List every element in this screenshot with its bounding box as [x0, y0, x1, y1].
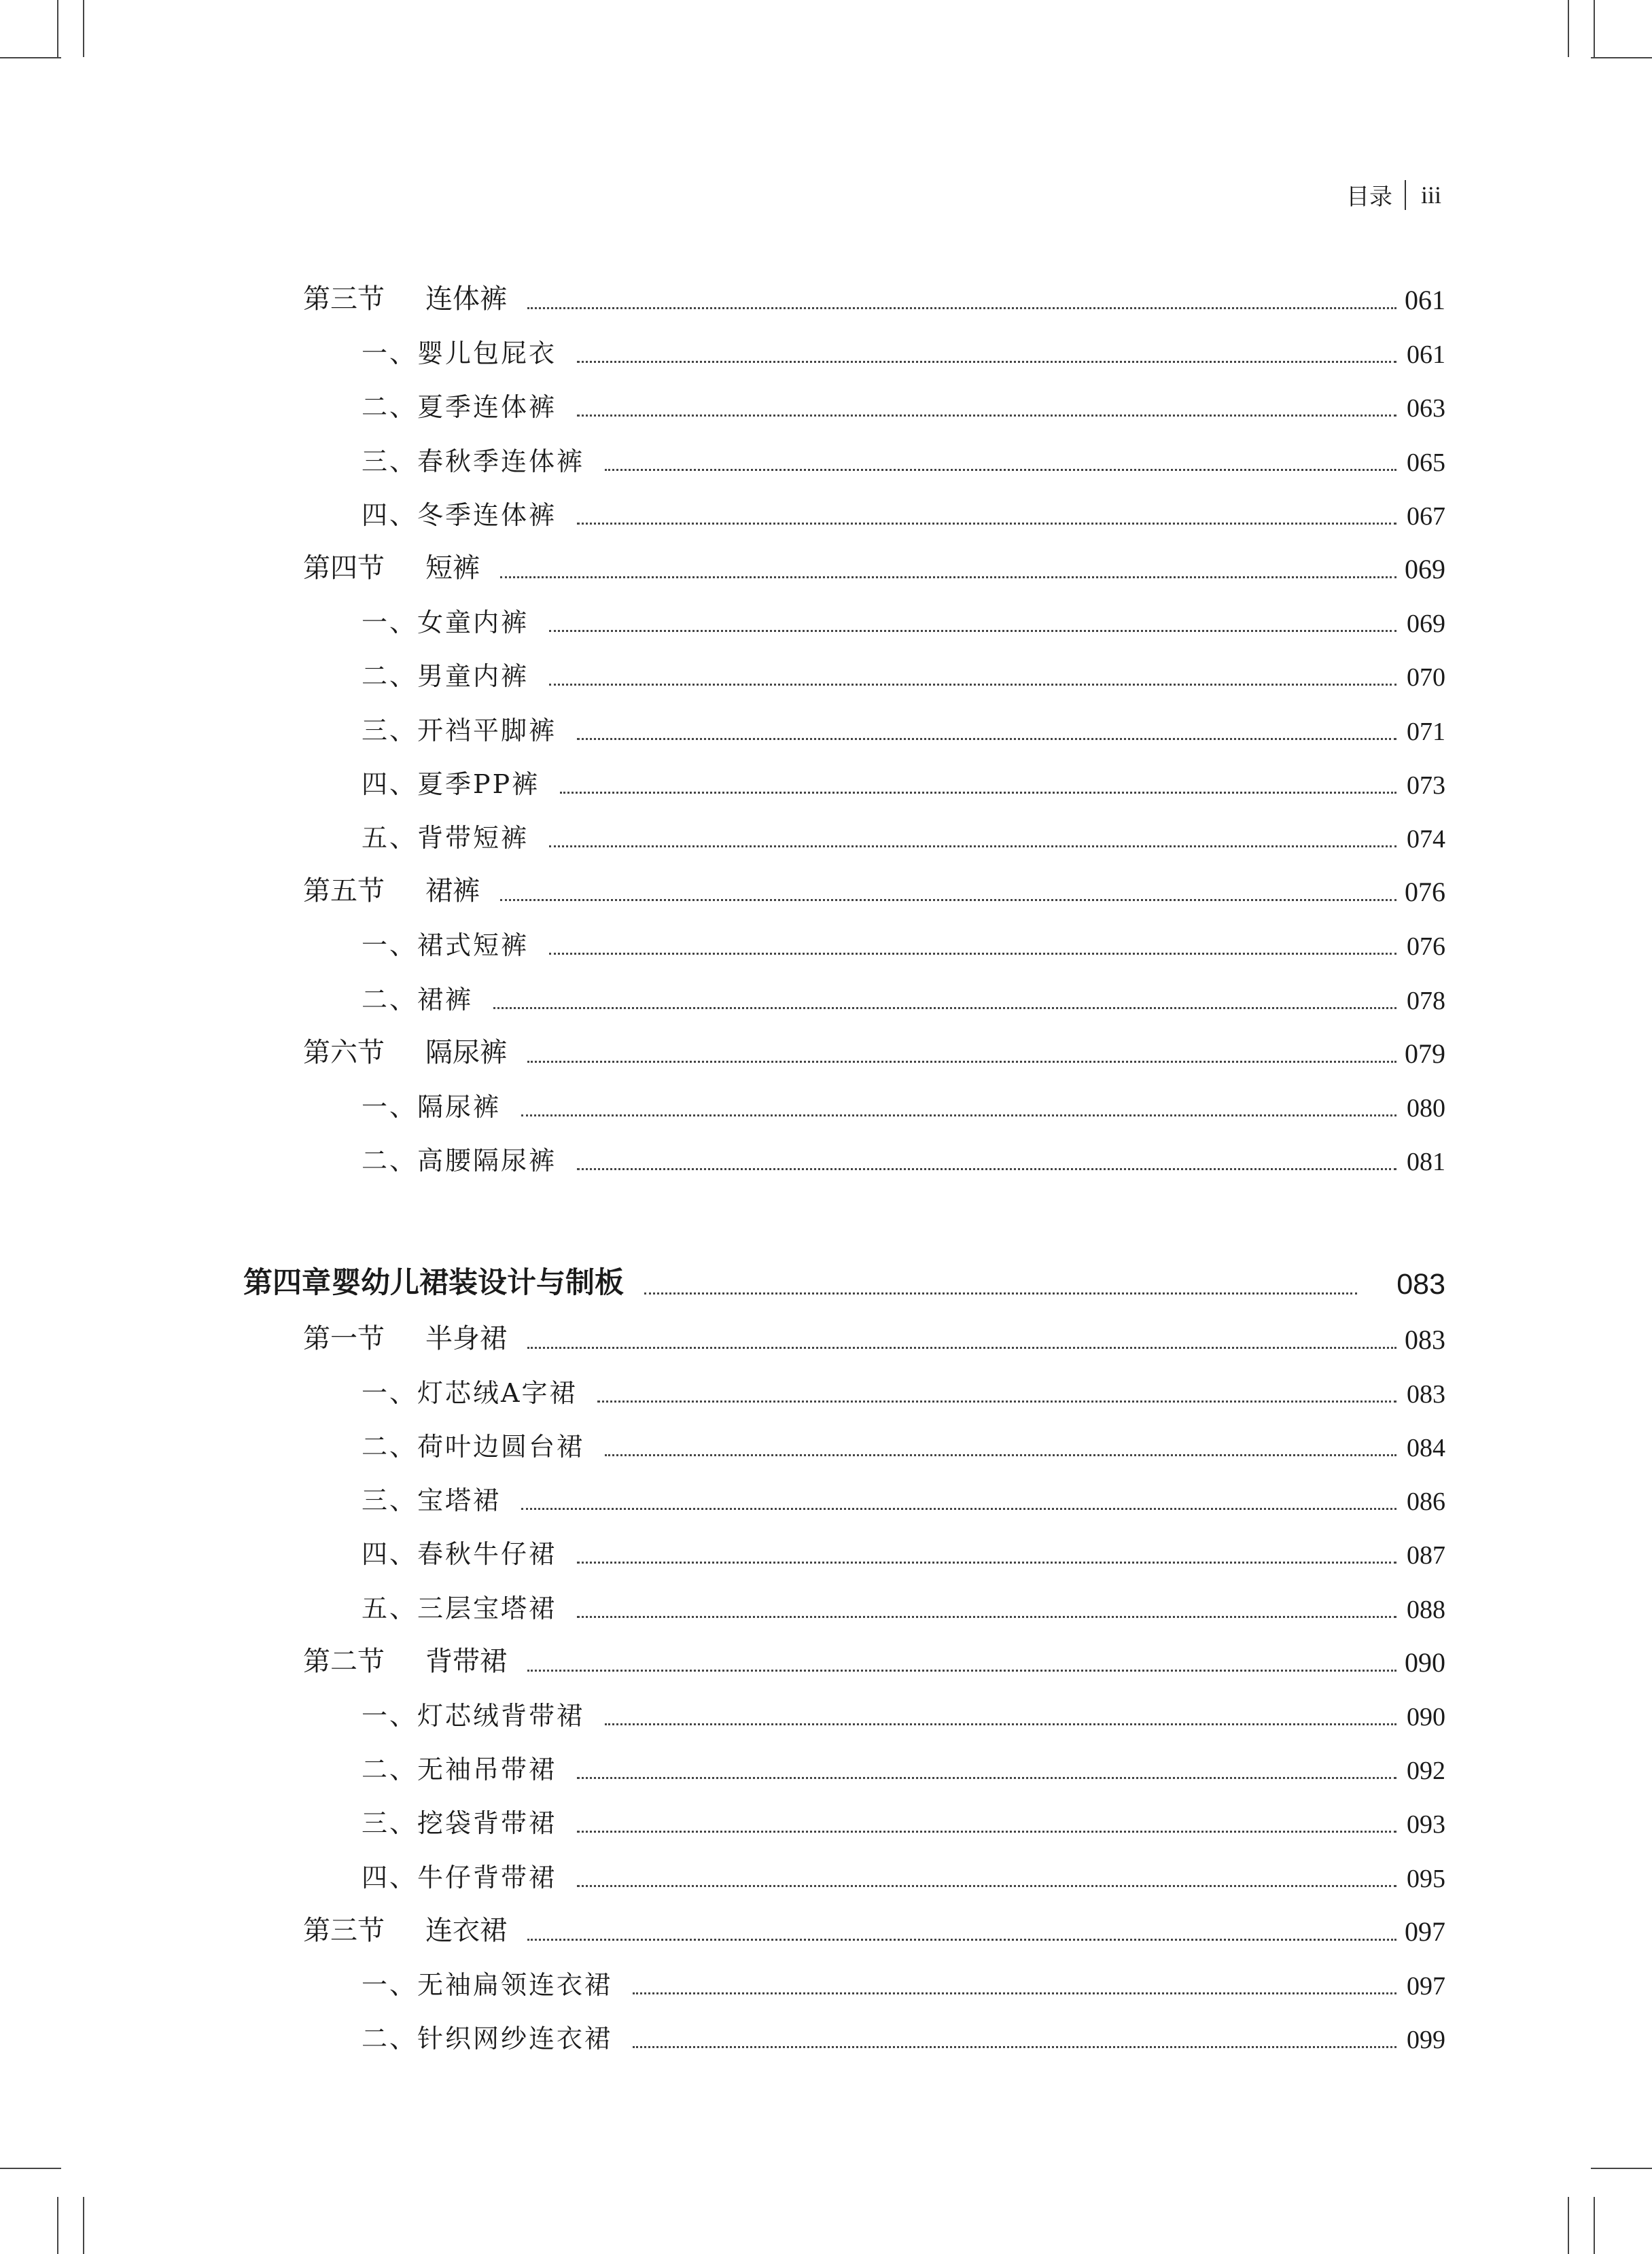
dot-leader [605, 1723, 1396, 1725]
toc-entry-label [362, 763, 540, 800]
toc-entry-label [362, 1140, 557, 1177]
toc-item-row[interactable] [0, 753, 1445, 800]
dot-leader [577, 1168, 1396, 1170]
toc-entry-title: 连衣裙 [425, 1914, 507, 1946]
toc-entry-page: 092 [1407, 1757, 1445, 1786]
toc-entry-title: 婴幼儿裙装设计与制板 [332, 1266, 624, 1301]
toc-entry-title: 四、冬季连体裤 [362, 499, 557, 530]
toc-entry-title: 连体裤 [425, 283, 507, 315]
toc-item-row[interactable] [0, 322, 1445, 370]
toc-item-row[interactable] [0, 1362, 1445, 1409]
toc-entry-title: 二、男童内裤 [362, 661, 529, 692]
toc-entry-title: 二、无袖吊带裙 [362, 1755, 557, 1785]
toc-entry-page: 088 [1407, 1595, 1445, 1624]
toc-entry-label [362, 1587, 557, 1625]
toc-section-row[interactable] [0, 1308, 1445, 1356]
toc-entry-label [362, 1533, 557, 1570]
toc-entry-title: 一、隔尿裤 [362, 1092, 502, 1122]
toc-entry-page: 081 [1407, 1148, 1445, 1177]
toc-entry-label [362, 1372, 577, 1409]
toc-entry-title: 四、牛仔背带裙 [362, 1862, 557, 1892]
toc-entry-label [362, 924, 529, 962]
toc-entry-page: 095 [1407, 1864, 1445, 1893]
dot-leader [549, 845, 1396, 847]
dot-leader [605, 469, 1396, 471]
toc-entry-label [362, 601, 529, 639]
toc-item-row[interactable] [0, 1685, 1445, 1732]
toc-entry-title: 隔尿裤 [425, 1036, 507, 1068]
toc-entry-title: 一、无袖扁领连衣裙 [362, 1970, 613, 2000]
dot-leader [500, 576, 1396, 578]
toc-entry-label [303, 277, 507, 316]
toc-entry-label [362, 1748, 557, 1786]
dot-leader [521, 1114, 1396, 1116]
toc-entry-title: 一、灯芯绒A字裙 [362, 1377, 578, 1408]
toc-item-row[interactable] [0, 2007, 1445, 2055]
dot-leader [605, 1454, 1396, 1456]
toc-entry-label [303, 1317, 507, 1356]
dot-leader [577, 361, 1396, 363]
toc-entry-page: 061 [1405, 285, 1445, 315]
toc-section-row[interactable] [0, 1900, 1445, 1948]
toc-entry-page: 078 [1407, 986, 1445, 1015]
toc-item-row[interactable] [0, 645, 1445, 692]
dot-leader [527, 307, 1396, 309]
toc-entry-title: 四、春秋牛仔裙 [362, 1539, 557, 1570]
toc-entry-page: 070 [1407, 663, 1445, 692]
toc-entry-label [362, 1695, 584, 1732]
toc-item-row[interactable] [0, 1469, 1445, 1517]
toc-section-row[interactable] [0, 1631, 1445, 1678]
toc-entry-number: 第四章 [243, 1266, 331, 1301]
toc-entry-label [303, 1909, 507, 1948]
dot-leader [500, 899, 1396, 901]
toc-entry-number: 第二节 [303, 1645, 385, 1677]
toc-entry-label [362, 979, 473, 1016]
toc-entry-title: 二、针织网纱连衣裙 [362, 2024, 613, 2054]
toc-entry-number: 第三节 [303, 283, 385, 315]
toc-entry-page: 063 [1407, 394, 1445, 423]
toc-item-row[interactable] [0, 914, 1445, 962]
toc-entry-page: 086 [1407, 1487, 1445, 1517]
toc-entry-page: 076 [1405, 877, 1445, 908]
toc-entry-label [362, 1086, 501, 1123]
toc-entry-page: 067 [1407, 501, 1445, 531]
toc-entry-label [362, 1479, 501, 1517]
toc-entry-label [303, 546, 480, 585]
toc-item-row[interactable] [0, 430, 1445, 478]
dot-leader [493, 1007, 1396, 1009]
toc-item-row[interactable] [0, 1076, 1445, 1123]
dot-leader [644, 1292, 1357, 1295]
toc-section-row[interactable] [0, 538, 1445, 585]
toc-entry-page: 090 [1405, 1647, 1445, 1678]
toc-entry-title: 五、三层宝塔裙 [362, 1593, 557, 1623]
dot-leader [527, 1670, 1396, 1672]
toc-entry-title: 二、高腰隔尿裤 [362, 1146, 557, 1176]
toc-entry-title: 四、夏季PP裤 [362, 769, 540, 799]
toc-entry-label [362, 440, 584, 478]
toc-entry-page: 093 [1407, 1810, 1445, 1839]
dot-leader [577, 1831, 1396, 1833]
toc-item-row[interactable] [0, 1523, 1445, 1570]
toc-entry-title: 一、裙式短裤 [362, 930, 529, 961]
toc-entry-title: 短裤 [425, 552, 480, 584]
toc-entry-page: 079 [1405, 1038, 1445, 1069]
toc-entry-label [303, 1031, 507, 1070]
dot-leader [527, 1061, 1396, 1063]
toc-entry-title: 二、裙裤 [362, 984, 474, 1015]
toc-entry-page: 090 [1407, 1703, 1445, 1731]
toc-entry-title: 三、开裆平脚裤 [362, 715, 557, 745]
toc-entry-label [362, 1964, 612, 2001]
toc-entry-label [362, 332, 557, 370]
toc-entry-title: 三、春秋季连体裤 [362, 446, 585, 476]
dot-leader [549, 630, 1396, 632]
toc-item-row[interactable] [0, 1415, 1445, 1463]
toc-entry-label [303, 869, 480, 908]
toc-section-row[interactable] [0, 860, 1445, 908]
toc-entry-label [303, 1640, 507, 1678]
dot-leader [577, 1562, 1396, 1564]
dot-leader [577, 1885, 1396, 1887]
toc-chapter-row[interactable] [0, 1254, 1445, 1301]
dot-leader [597, 1401, 1396, 1403]
toc-entry-title: 背带裙 [425, 1645, 507, 1677]
toc-item-row[interactable] [0, 1792, 1445, 1839]
toc-entry-title: 五、背带短裤 [362, 823, 529, 853]
toc-item-row[interactable] [0, 807, 1445, 854]
toc-entry-page: 097 [1407, 1972, 1445, 2001]
toc-entry-label [362, 709, 557, 747]
toc-entry-label [362, 1856, 557, 1894]
toc-section-row[interactable] [0, 268, 1445, 316]
dot-leader [577, 1777, 1396, 1779]
toc-entry-page: 061 [1407, 340, 1445, 370]
toc-entry-page: 071 [1407, 717, 1445, 746]
toc-entry-page: 074 [1407, 825, 1445, 853]
running-head-section: 目录 [1346, 183, 1392, 211]
toc-item-row[interactable] [0, 591, 1445, 639]
toc-entry-title: 半身裙 [425, 1322, 507, 1354]
toc-entry-number: 第三节 [303, 1914, 385, 1946]
toc-entry-title: 裙裤 [425, 875, 480, 907]
toc-entry-label [362, 817, 529, 854]
toc-entry-label [362, 1802, 557, 1839]
toc-entry-number: 第四节 [303, 552, 385, 584]
toc-entry-page: 083 [1405, 1324, 1445, 1355]
dot-leader [549, 953, 1396, 955]
dot-leader [577, 523, 1396, 525]
toc-entry-label [362, 1426, 584, 1463]
toc-entry-page: 083 [1396, 1268, 1445, 1301]
dot-leader [577, 1616, 1396, 1618]
toc-entry-page: 097 [1405, 1916, 1445, 1947]
dot-leader [577, 738, 1396, 740]
dot-leader [633, 1992, 1396, 1994]
dot-leader [549, 684, 1396, 686]
toc-item-row[interactable] [0, 1846, 1445, 1894]
toc-section-row[interactable] [0, 1022, 1445, 1070]
toc-entry-page: 087 [1407, 1541, 1445, 1570]
toc-item-row[interactable] [0, 1954, 1445, 2001]
toc-entry-page: 076 [1407, 932, 1445, 962]
toc-item-row[interactable] [0, 968, 1445, 1016]
toc-item-row[interactable] [0, 1577, 1445, 1625]
toc-entry-title: 二、夏季连体裤 [362, 392, 557, 423]
toc-item-row[interactable] [0, 699, 1445, 747]
toc-entry-page: 083 [1407, 1379, 1445, 1409]
toc-entry-page: 084 [1407, 1434, 1445, 1462]
toc-entry-label [243, 1260, 624, 1301]
toc-entry-number: 第一节 [303, 1322, 385, 1354]
toc-item-row[interactable] [0, 376, 1445, 423]
toc-entry-title: 三、宝塔裙 [362, 1485, 502, 1516]
toc-entry-page: 099 [1407, 2026, 1445, 2055]
toc-entry-page: 080 [1407, 1094, 1445, 1123]
toc-entry-title: 二、荷叶边圆台裙 [362, 1432, 585, 1462]
page-number: iii [1420, 181, 1441, 209]
toc-entry-label [362, 386, 557, 423]
toc-entry-title: 一、灯芯绒背带裙 [362, 1701, 585, 1731]
dot-leader [527, 1347, 1396, 1349]
toc-entry-title: 一、女童内裤 [362, 607, 529, 638]
toc-entry-label [362, 655, 529, 692]
dot-leader [577, 415, 1396, 417]
toc-entry-label [362, 494, 557, 531]
toc-entry-page: 065 [1407, 448, 1445, 477]
dot-leader [527, 1939, 1396, 1941]
toc-entry-label [362, 2018, 612, 2055]
toc-entry-title: 一、婴儿包屁衣 [362, 338, 557, 369]
toc-entry-number: 第六节 [303, 1036, 385, 1068]
toc-entry-page: 069 [1405, 554, 1445, 584]
toc-item-row[interactable] [0, 1129, 1445, 1177]
toc-entry-page: 073 [1407, 771, 1445, 800]
toc-entry-title: 三、挖袋背带裙 [362, 1808, 557, 1839]
dot-leader [633, 2046, 1396, 2048]
toc-entry-number: 第五节 [303, 875, 385, 907]
dot-leader [521, 1508, 1396, 1510]
dot-leader [560, 792, 1396, 794]
toc-item-row[interactable] [0, 484, 1445, 531]
toc-entry-page: 069 [1407, 610, 1445, 639]
toc-item-row[interactable] [0, 1738, 1445, 1786]
